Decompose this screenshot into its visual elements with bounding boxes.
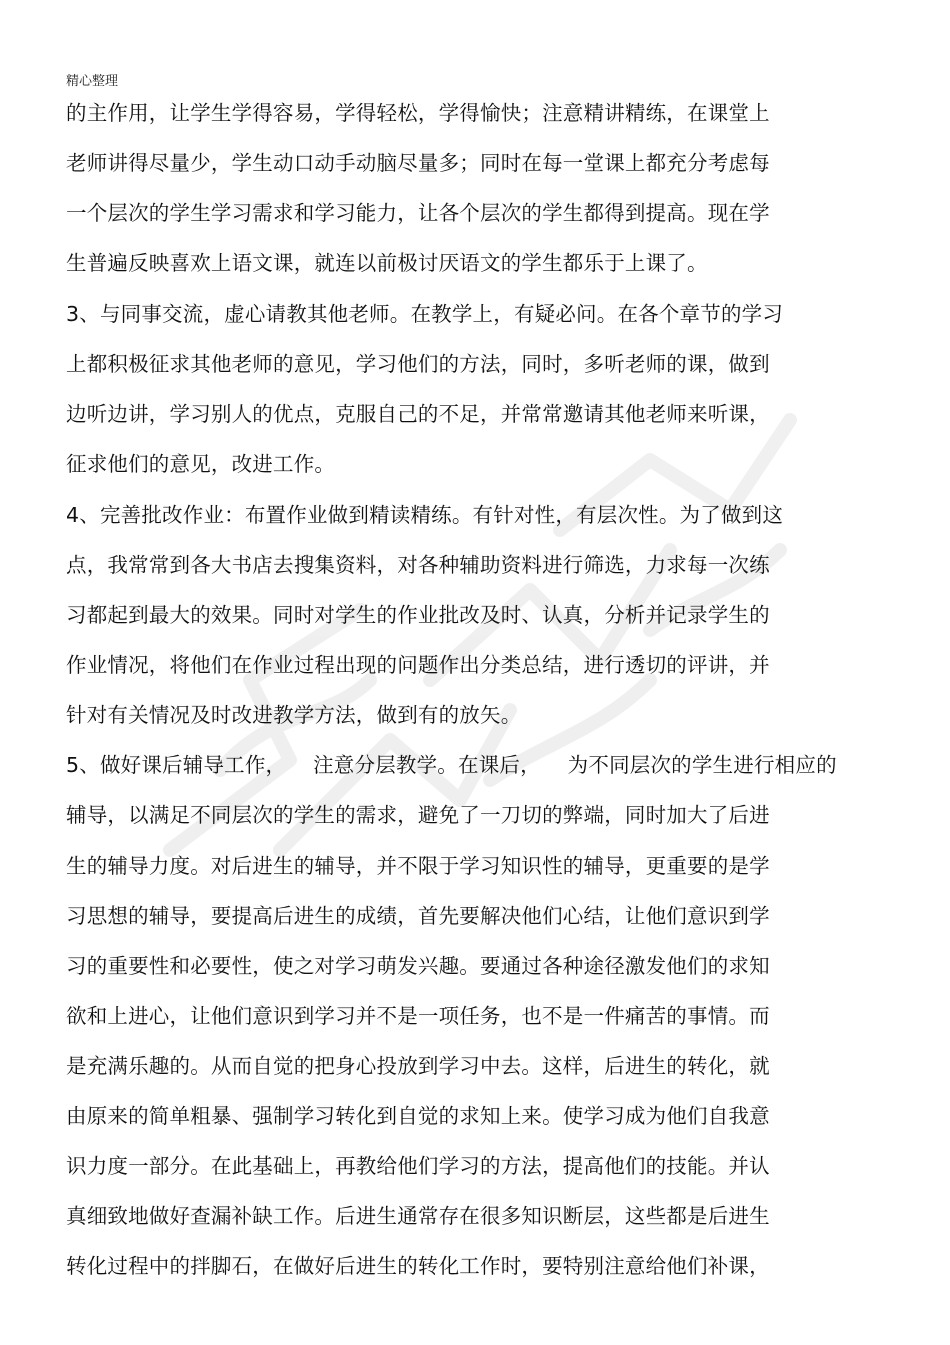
- body-line: 的主作用，让学生学得容易，学得轻松，学得愉快；注意精讲精练，在课堂上: [66, 101, 770, 125]
- body-line: 3、与同事交流，虚心请教其他老师。在教学上，有疑必问。在各个章节的学习: [66, 302, 784, 326]
- body-line: 生普遍反映喜欢上语文课，就连以前极讨厌语文的学生都乐于上课了。: [66, 251, 708, 275]
- body-line: 点，我常常到各大书店去搜集资料，对各种辅助资料进行筛选，力求每一次练: [66, 553, 770, 577]
- body-line: 上都积极征求其他老师的意见，学习他们的方法，同时，多听老师的课，做到: [66, 352, 770, 376]
- body-line: 作业情况，将他们在作业过程出现的问题作出分类总结，进行透切的评讲，并: [66, 653, 770, 677]
- body-line: 针对有关情况及时改进教学方法，做到有的放矢。: [66, 703, 522, 727]
- body-line: 辅导，以满足不同层次的学生的需求，避免了一刀切的弊端，同时加大了后进: [66, 803, 770, 827]
- body-line: 习的重要性和必要性，使之对学习萌发兴趣。要通过各种途径激发他们的求知: [66, 954, 770, 978]
- body-line: 欲和上进心，让他们意识到学习并不是一项任务，也不是一件痛苦的事情。而: [66, 1004, 770, 1028]
- body-line: 习思想的辅导，要提高后进生的成绩，首先要解决他们心结，让他们意识到学: [66, 904, 770, 928]
- body-line: 4、完善批改作业：布置作业做到精读精练。有针对性，有层次性。为了做到这: [66, 503, 784, 527]
- body-line: 由原来的简单粗暴、强制学习转化到自觉的求知上来。使学习成为他们自我意: [66, 1104, 770, 1128]
- body-line: 转化过程中的拌脚石，在做好后进生的转化工作时，要特别注意给他们补课，: [66, 1254, 770, 1278]
- page-header-label: 精心整理: [66, 74, 119, 89]
- body-line: 识力度一部分。在此基础上，再教给他们学习的方法，提高他们的技能。并认: [66, 1154, 770, 1178]
- body-line: 征求他们的意见，改进工作。: [66, 452, 336, 476]
- body-line: 5、做好课后辅导工作， 注意分层教学。在课后， 为不同层次的学生进行相应的: [66, 753, 837, 777]
- body-line: 边听边讲，学习别人的优点，克服自己的不足，并常常邀请其他老师来听课，: [66, 402, 770, 426]
- body-line: 习都起到最大的效果。同时对学生的作业批改及时、认真，分析并记录学生的: [66, 603, 770, 627]
- body-line: 是充满乐趣的。从而自觉的把身心投放到学习中去。这样，后进生的转化，就: [66, 1054, 770, 1078]
- body-line: 老师讲得尽量少，学生动口动手动脑尽量多；同时在每一堂课上都充分考虑每: [66, 151, 770, 175]
- body-line: 一个层次的学生学习需求和学习能力，让各个层次的学生都得到提高。现在学: [66, 201, 770, 225]
- body-line: 生的辅导力度。对后进生的辅导，并不限于学习知识性的辅导，更重要的是学: [66, 854, 770, 878]
- body-line: 真细致地做好查漏补缺工作。后进生通常存在很多知识断层，这些都是后进生: [66, 1204, 770, 1228]
